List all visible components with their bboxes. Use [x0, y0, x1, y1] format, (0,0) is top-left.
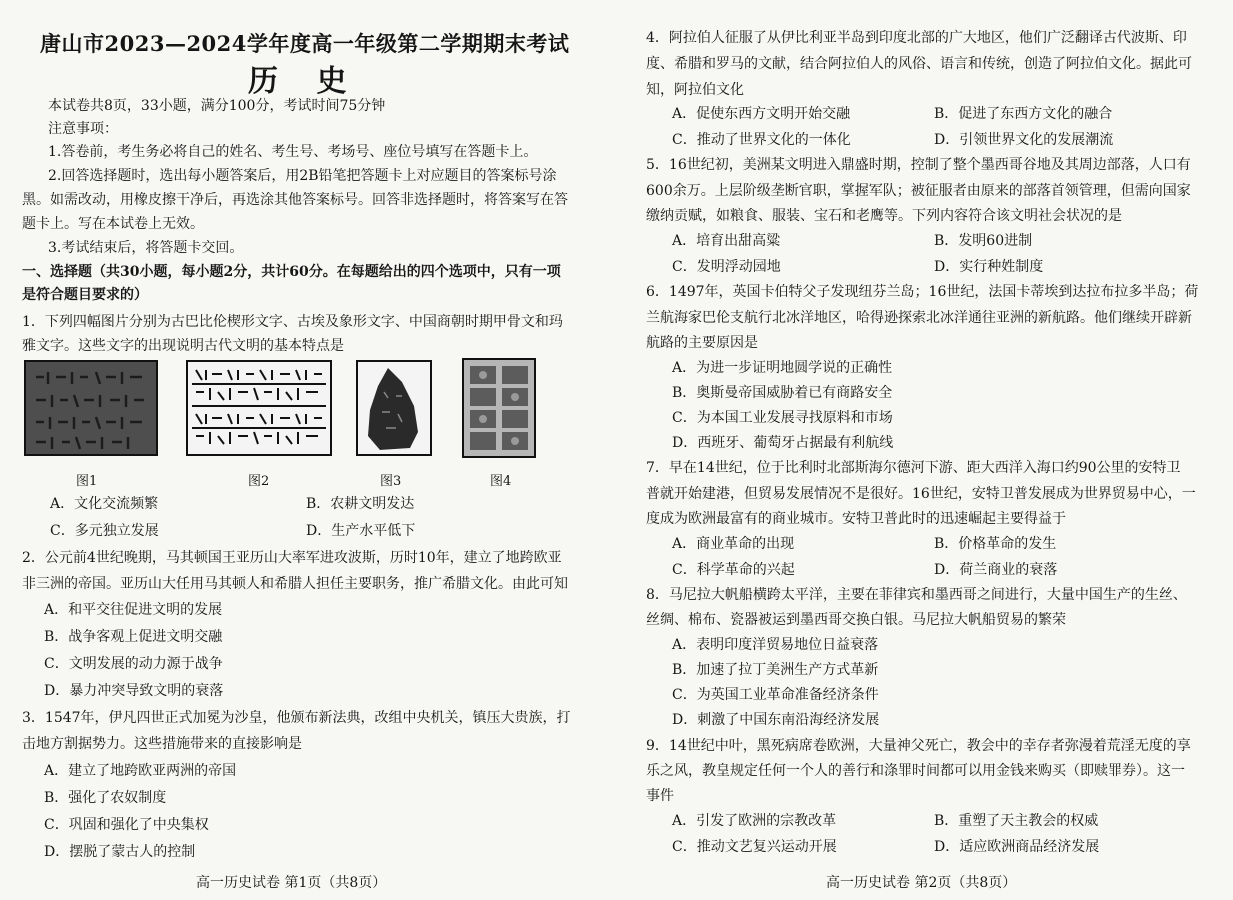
question-6-text: 航路的主要原因是	[646, 335, 758, 351]
question-6-text: 兰航海家巴伦支航行北冰洋地区，哈得逊探索北冰洋通往亚洲的新航路。他们继续开辟新	[646, 310, 1192, 326]
question-8-option-c: C．为英国工业革命准备经济条件	[672, 687, 879, 703]
question-6-option-a: A．为进一步证明地圆学说的正确性	[672, 360, 893, 376]
figure-2-hieroglyph	[186, 360, 332, 456]
figure-label: 图2	[248, 474, 270, 489]
right-column	[628, 0, 1218, 900]
question-3-option-c: C．巩固和强化了中央集权	[44, 817, 209, 833]
question-2-text: 2．公元前4世纪晚期，马其顿国王亚历山大率军进攻波斯，历时10年，建立了地跨欧亚	[22, 550, 562, 566]
question-8-text: 丝绸、棉布、瓷器被运到墨西哥交换白银。马尼拉大帆船贸易的繁荣	[646, 612, 1066, 628]
question-9-option-c: C．推动文艺复兴运动开展	[672, 839, 837, 855]
page-footer-right: 高一历史试卷 第2页（共8页）	[826, 875, 1017, 891]
page-footer-left: 高一历史试卷 第1页（共8页）	[196, 875, 387, 891]
section-heading: 是符合题目要求的）	[22, 287, 148, 303]
question-8-option-a: A．表明印度洋贸易地位日益衰落	[672, 637, 879, 653]
question-7-text: 7．早在14世纪，位于比利时北部斯海尔德河下游、距大西洋入海口约90公里的安特卫	[646, 460, 1181, 476]
question-8-text: 8．马尼拉大帆船横跨太平洋，主要在菲律宾和墨西哥之间进行，大量中国生产的生丝、	[646, 587, 1187, 603]
exam-title: 唐山市2023—2024学年度高一年级第二学期期末考试	[40, 31, 570, 56]
question-5-text: 5．16世纪初，美洲某文明进入鼎盛时期，控制了整个墨西哥谷地及其周边部落，人口有	[646, 157, 1191, 173]
figure-1-cuneiform	[24, 360, 158, 456]
notice-line: 黑。如需改动，用橡皮擦干净后，再选涂其他答案标号。回答非选择题时，将答案写在答	[22, 192, 568, 208]
notice-line: 3.考试结束后，将答题卡交回。	[48, 240, 244, 256]
question-1-text: 雅文字。这些文字的出现说明古代文明的基本特点是	[22, 338, 344, 354]
question-9-option-b: B．重塑了天主教会的权威	[934, 813, 1099, 829]
question-1-option-c: C．多元独立发展	[50, 523, 159, 539]
question-4-text: 4．阿拉伯人征服了从伊比利亚半岛到印度北部的广大地区，他们广泛翻译古代波斯、印	[646, 30, 1187, 46]
question-1-text: 1．下列四幅图片分别为古巴比伦楔形文字、古埃及象形文字、中国商朝时期甲骨文和玛	[22, 314, 563, 330]
question-6-option-b: B．奥斯曼帝国威胁着已有商路安全	[672, 385, 893, 401]
question-2-option-d: D．暴力冲突导致文明的衰落	[44, 683, 224, 699]
figure-label: 图4	[490, 474, 512, 489]
notice-line: 1.答卷前，考生务必将自己的姓名、考生号、考场号、座位号填写在答题卡上。	[48, 144, 538, 160]
exam-meta: 本试卷共8页，33小题，满分100分，考试时间75分钟	[48, 98, 386, 114]
question-4-option-a: A．促使东西方文明开始交融	[672, 106, 851, 122]
question-3-text: 3．1547年，伊凡四世正式加冕为沙皇，他颁布新法典，改组中央机关，镇压大贵族，打	[22, 710, 571, 726]
question-5-text: 600余万。上层阶级垄断官职，掌握军队；被征服者由原来的部落首领管理，但需向国家	[646, 183, 1191, 199]
question-2-text: 非三洲的帝国。亚历山大任用马其顿人和希腊人担任主要职务，推广希腊文化。由此可知	[22, 576, 568, 592]
question-6-text: 6．1497年，英国卡伯特父子发现纽芬兰岛；16世纪，法国卡蒂埃到达拉布拉多半岛；荷	[646, 284, 1199, 300]
question-8-option-b: B．加速了拉丁美洲生产方式革新	[672, 662, 879, 678]
question-6-option-c: C．为本国工业发展寻找原料和市场	[672, 410, 893, 426]
question-5-option-c: C．发明浮动园地	[672, 259, 781, 275]
question-5-option-a: A．培育出甜高粱	[672, 233, 781, 249]
question-4-text: 度、希腊和罗马的文献，结合阿拉伯人的风俗、语言和传统，创造了阿拉伯文化。据此可	[646, 56, 1192, 72]
question-9-text: 事件	[646, 788, 674, 804]
figure-label: 图1	[76, 474, 98, 489]
figure-label: 图3	[380, 474, 402, 489]
question-4-option-b: B．促进了东西方文化的融合	[934, 106, 1113, 122]
question-7-option-d: D．荷兰商业的衰落	[934, 562, 1058, 578]
question-7-option-a: A．商业革命的出现	[672, 536, 795, 552]
question-8-option-d: D．刺激了中国东南沿海经济发展	[672, 712, 880, 728]
question-4-text: 知，阿拉伯文化	[646, 82, 744, 98]
section-heading: 一、选择题（共30小题，每小题2分，共计60分。在每题给出的四个选项中，只有一项	[22, 264, 561, 280]
question-7-text: 普就开始建港，但贸易发展情况不是很好。16世纪，安特卫普发展成为世界贸易中心，一	[646, 486, 1196, 502]
question-7-option-b: B．价格革命的发生	[934, 536, 1057, 552]
question-9-option-d: D．适应欧洲商品经济发展	[934, 839, 1100, 855]
question-9-text: 9．14世纪中叶，黑死病席卷欧洲，大量神父死亡，教会中的幸存者弥漫着荒淫无度的享	[646, 738, 1191, 754]
question-2-option-a: A．和平交往促进文明的发展	[44, 602, 223, 618]
figure-3-oracle-bone	[356, 360, 432, 456]
question-5-text: 缴纳贡赋，如粮食、服装、宝石和老鹰等。下列内容符合该文明社会状况的是	[646, 208, 1122, 224]
question-3-option-b: B．强化了农奴制度	[44, 790, 167, 806]
question-7-option-c: C．科学革命的兴起	[672, 562, 795, 578]
subject-title: 历 史	[248, 64, 361, 99]
question-5-option-b: B．发明60进制	[934, 233, 1033, 249]
question-4-option-d: D．引领世界文化的发展潮流	[934, 132, 1114, 148]
question-9-text: 乐之风，教皇规定任何一个人的善行和涤罪时间都可以用金钱来购买（即赎罪券）。这一	[646, 763, 1185, 779]
question-9-option-a: A．引发了欧洲的宗教改革	[672, 813, 837, 829]
question-7-text: 度成为欧洲最富有的商业城市。安特卫普此时的迅速崛起主要得益于	[646, 511, 1066, 527]
question-5-option-d: D．实行种姓制度	[934, 259, 1044, 275]
question-3-text: 击地方割据势力。这些措施带来的直接影响是	[22, 736, 302, 752]
question-6-option-d: D．西班牙、葡萄牙占据最有利航线	[672, 435, 894, 451]
notice-line: 题卡上。写在本试卷上无效。	[22, 216, 204, 232]
question-4-option-c: C．推动了世界文化的一体化	[672, 132, 851, 148]
notice-line: 2.回答选择题时，选出每小题答案后，用2B铅笔把答题卡上对应题目的答案标号涂	[48, 168, 557, 184]
question-2-option-c: C．文明发展的动力源于战争	[44, 656, 223, 672]
question-1-option-d: D．生产水平低下	[306, 523, 416, 539]
left-column	[0, 0, 600, 900]
question-2-option-b: B．战争客观上促进文明交融	[44, 629, 223, 645]
question-3-option-a: A．建立了地跨欧亚两洲的帝国	[44, 763, 237, 779]
question-3-option-d: D．摆脱了蒙古人的控制	[44, 844, 196, 860]
notice-title: 注意事项：	[48, 121, 118, 137]
question-1-option-a: A．文化交流频繁	[50, 496, 159, 512]
question-1-option-b: B．农耕文明发达	[306, 496, 415, 512]
figure-4-maya-glyph	[462, 358, 536, 458]
